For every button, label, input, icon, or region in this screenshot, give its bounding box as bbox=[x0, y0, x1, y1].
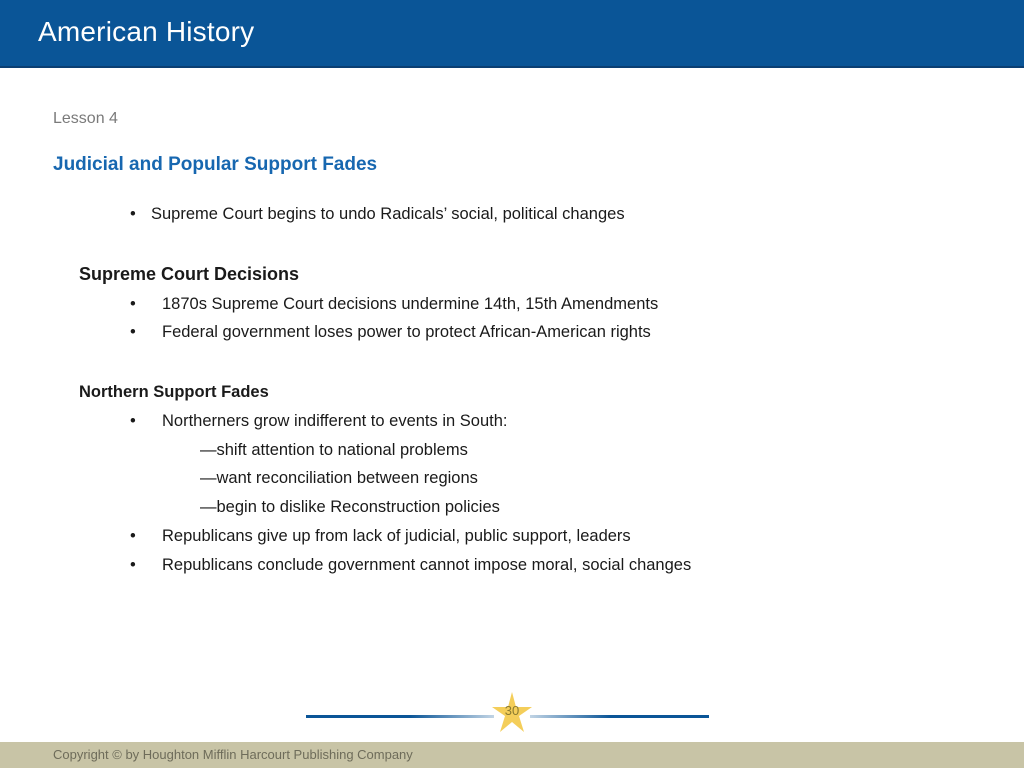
bullet-marker: • bbox=[130, 412, 136, 430]
lesson-label: Lesson 4 bbox=[53, 110, 118, 127]
bullet-text: 1870s Supreme Court decisions undermine 14th, 15th Amendments bbox=[162, 295, 659, 313]
page-number: 30 bbox=[504, 703, 520, 718]
copyright-text: Copyright © by Houghton Mifflin Harcourt Publishing Company bbox=[53, 747, 413, 762]
footer-bar bbox=[0, 742, 1024, 768]
bullet-marker: • bbox=[130, 295, 136, 313]
bullet-text: Northerners grow indifferent to events in South: bbox=[162, 412, 508, 430]
slide-header bbox=[0, 0, 1024, 68]
bullet-marker: • bbox=[130, 323, 136, 341]
bullet-text: Republicans conclude government cannot impose moral, social changes bbox=[162, 556, 692, 574]
sub-list-item: —begin to dislike Reconstruction policies bbox=[200, 498, 500, 516]
bullet-text: Supreme Court begins to undo Radicals’ social, political changes bbox=[151, 205, 625, 223]
sub-list-item: —shift attention to national problems bbox=[200, 441, 468, 459]
bullet-text: Republicans give up from lack of judicial, public support, leaders bbox=[162, 527, 631, 545]
bullet-marker: • bbox=[130, 556, 136, 574]
section-title: Judicial and Popular Support Fades bbox=[53, 154, 378, 175]
bullet-marker: • bbox=[130, 527, 136, 545]
sub-list-item: —want reconciliation between regions bbox=[200, 469, 478, 487]
footer-divider-right bbox=[530, 715, 709, 718]
bullet-marker: • bbox=[130, 205, 136, 223]
footer-divider-left bbox=[306, 715, 494, 718]
slide-title: American History bbox=[38, 16, 255, 47]
subsection-heading-supreme-court: Supreme Court Decisions bbox=[79, 264, 300, 284]
bullet-text: Federal government loses power to protect African-American rights bbox=[162, 323, 651, 341]
subsection-heading-northern-support: Northern Support Fades bbox=[79, 383, 269, 401]
page-number-badge bbox=[490, 690, 534, 734]
